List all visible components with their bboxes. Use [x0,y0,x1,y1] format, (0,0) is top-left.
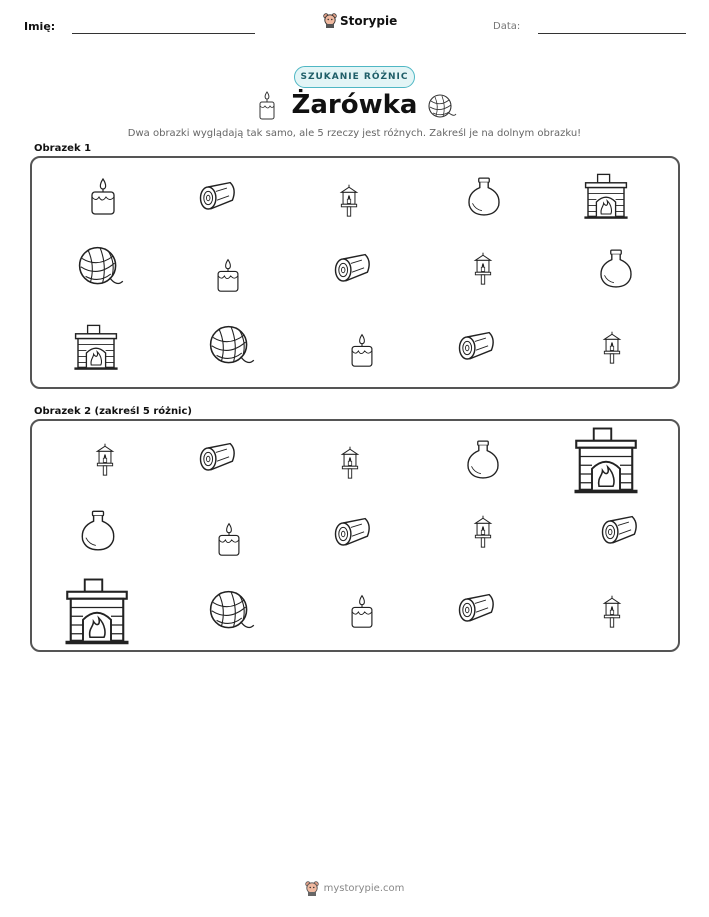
picture2-yarn-icon[interactable] [206,588,256,636]
picture1-log-icon [451,326,501,370]
name-label: Imię: [24,20,56,33]
picture2-lantern-icon[interactable] [595,584,629,638]
picture1-vase-icon [595,242,637,294]
picture2-log-icon[interactable] [327,512,377,556]
picture2-log-icon[interactable] [594,510,644,554]
page-title: Żarówka [291,90,418,120]
picture2-vase-icon[interactable] [462,433,504,485]
date-line [538,33,686,34]
picture2-lantern-icon[interactable] [88,433,122,485]
footer-url: mystorypie.com [323,883,405,894]
picture2-log-icon[interactable] [191,437,243,481]
picture1-lantern-icon [466,242,500,294]
instructions: Dwa obrazki wyglądają tak samo, ale 5 rzeczy jest różnych. Zakreśl je na dolnym obrazku! [127,128,582,139]
date-label: Data: [493,21,521,32]
footer [0,881,709,896]
picture1-candle-icon [344,325,380,375]
picture2-label: Obrazek 2 (zakreśl 5 różnic) [34,406,192,417]
picture2-fireplace-icon[interactable] [571,424,641,496]
picture1-candle-icon [83,170,123,222]
bear-logo-icon [323,13,337,28]
brand-logo [323,13,397,28]
picture1-vase-icon [463,170,505,222]
picture1-yarn-icon [206,323,256,371]
picture1-lantern-icon [595,320,629,374]
picture2-lantern-icon[interactable] [466,505,500,557]
picture1-lantern-icon [332,174,366,226]
picture2-fireplace-icon[interactable] [62,574,132,648]
picture2-candle-icon[interactable] [211,513,247,565]
picture2-log-icon[interactable] [451,588,501,632]
picture2-candle-icon[interactable] [344,586,380,636]
picture1-fireplace-icon [72,320,120,374]
picture2-lantern-icon[interactable] [333,436,367,488]
name-line [72,33,255,34]
picture1-label: Obrazek 1 [34,143,92,154]
bear-footer-icon [305,881,319,896]
picture1-fireplace-icon [582,170,630,222]
category-badge: SZUKANIE RÓŻNIC [294,66,415,88]
picture2-vase-icon[interactable] [76,504,120,556]
brand-name: Storypie [340,13,398,28]
picture1-log-icon [191,176,243,220]
picture1-candle-icon [210,249,246,301]
picture1-log-icon [327,248,377,292]
yarn-decor-icon [427,93,457,121]
picture1-yarn-icon [74,244,126,292]
